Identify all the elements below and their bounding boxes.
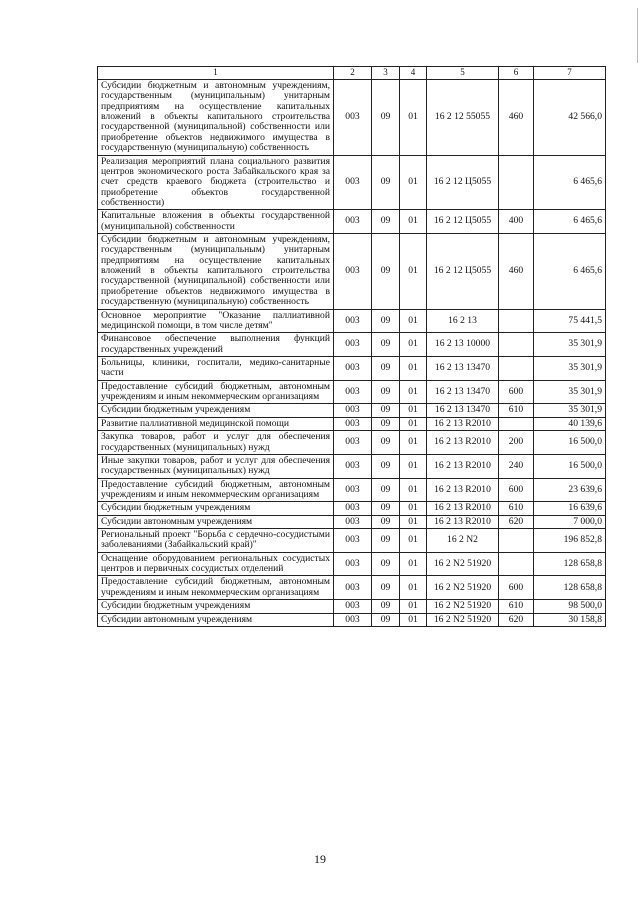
expense-type-cell: 600 — [499, 576, 534, 600]
expense-type-cell: 460 — [499, 80, 534, 156]
subsection-code-cell: 01 — [400, 478, 427, 502]
target-article-cell: 16 2 12 Ц5055 — [427, 155, 499, 210]
column-header: 4 — [400, 67, 427, 80]
table-row — [98, 600, 606, 613]
subsection-code-cell: 01 — [400, 210, 427, 234]
target-article-cell: 16 2 N2 51920 — [427, 552, 499, 576]
section-code-cell: 09 — [372, 454, 400, 478]
column-header: 5 — [427, 67, 499, 80]
subsection-code-cell: 01 — [400, 552, 427, 576]
section-code-cell: 09 — [372, 600, 400, 613]
subsection-code-cell: 01 — [400, 600, 427, 613]
target-article-cell: 16 2 13 R2010 — [427, 515, 499, 528]
row-name-cell: Предоставление субсидий бюджетным, автономным учреждениям и иным некоммерческим организациям — [98, 380, 334, 404]
section-code-cell: 09 — [372, 417, 400, 430]
amount-cell: 35 301,9 — [534, 356, 606, 380]
ministry-code-cell: 003 — [334, 333, 372, 357]
target-article-cell: 16 2 13 R2010 — [427, 478, 499, 502]
amount-cell: 7 000,0 — [534, 515, 606, 528]
amount-cell: 196 852,8 — [534, 529, 606, 553]
row-name-cell: Развитие паллиативной медицинской помощи — [98, 417, 334, 430]
row-name-cell: Реализация мероприятий плана социального развития центров экономического роста Забайкальского края за счет средств краевого бюджета (строительство и приобретение объектов государственной собственности) — [98, 155, 334, 210]
ministry-code-cell: 003 — [334, 210, 372, 234]
expense-type-cell — [499, 309, 534, 333]
amount-cell: 6 465,6 — [534, 155, 606, 210]
expense-type-cell: 610 — [499, 502, 534, 515]
column-header: 3 — [372, 67, 400, 80]
subsection-code-cell: 01 — [400, 431, 427, 455]
section-code-cell: 09 — [372, 380, 400, 404]
ministry-code-cell: 003 — [334, 454, 372, 478]
table-row — [98, 431, 606, 455]
ministry-code-cell: 003 — [334, 155, 372, 210]
row-name-cell: Субсидии бюджетным и автономным учреждениям, государственным (муниципальным) унитарным предприятиям на осуществление капитальных вложений в объекты капитального строительства государственной (муниципальной) собственности или приобретение объектов недвижимого имущества в государственную (муниципальную) собственность — [98, 80, 334, 156]
section-code-cell: 09 — [372, 80, 400, 156]
table-row — [98, 380, 606, 404]
ministry-code-cell: 003 — [334, 431, 372, 455]
ministry-code-cell: 003 — [334, 515, 372, 528]
table-row — [98, 576, 606, 600]
row-name-cell: Иные закупки товаров, работ и услуг для обеспечения государственных (муниципальных) нужд — [98, 454, 334, 478]
ministry-code-cell: 003 — [334, 309, 372, 333]
ministry-code-cell: 003 — [334, 234, 372, 310]
target-article-cell: 16 2 12 Ц5055 — [427, 234, 499, 310]
table-row — [98, 502, 606, 515]
row-name-cell: Закупка товаров, работ и услуг для обеспечения государственных (муниципальных) нужд — [98, 431, 334, 455]
amount-cell: 128 658,8 — [534, 576, 606, 600]
expense-type-cell — [499, 529, 534, 553]
amount-cell: 30 158,8 — [534, 613, 606, 626]
subsection-code-cell: 01 — [400, 333, 427, 357]
section-code-cell: 09 — [372, 210, 400, 234]
target-article-cell: 16 2 13 13470 — [427, 356, 499, 380]
table-body — [98, 80, 606, 627]
amount-cell: 16 500,0 — [534, 454, 606, 478]
amount-cell: 98 500,0 — [534, 600, 606, 613]
subsection-code-cell: 01 — [400, 356, 427, 380]
table-row — [98, 417, 606, 430]
expense-type-cell: 240 — [499, 454, 534, 478]
ministry-code-cell: 003 — [334, 600, 372, 613]
section-code-cell: 09 — [372, 155, 400, 210]
subsection-code-cell: 01 — [400, 80, 427, 156]
expense-type-cell: 620 — [499, 515, 534, 528]
table-row — [98, 356, 606, 380]
ministry-code-cell: 003 — [334, 380, 372, 404]
row-name-cell: Финансовое обеспечение выполнения функций государственных учреждений — [98, 333, 334, 357]
subsection-code-cell: 01 — [400, 380, 427, 404]
subsection-code-cell: 01 — [400, 502, 427, 515]
amount-cell: 16 500,0 — [534, 431, 606, 455]
amount-cell: 6 465,6 — [534, 210, 606, 234]
expense-type-cell: 610 — [499, 404, 534, 417]
target-article-cell: 16 2 N2 51920 — [427, 600, 499, 613]
ministry-code-cell: 003 — [334, 576, 372, 600]
target-article-cell: 16 2 12 Ц5055 — [427, 210, 499, 234]
amount-cell: 16 639,6 — [534, 502, 606, 515]
budget-table — [97, 66, 606, 627]
amount-cell: 75 441,5 — [534, 309, 606, 333]
row-name-cell: Основное мероприятие "Оказание паллиативной медицинской помощи, в том числе детям" — [98, 309, 334, 333]
ministry-code-cell: 003 — [334, 502, 372, 515]
table-row — [98, 404, 606, 417]
target-article-cell: 16 2 12 55055 — [427, 80, 499, 156]
column-header: 7 — [534, 67, 606, 80]
section-code-cell: 09 — [372, 431, 400, 455]
amount-cell: 35 301,9 — [534, 404, 606, 417]
expense-type-cell: 620 — [499, 613, 534, 626]
section-code-cell: 09 — [372, 613, 400, 626]
row-name-cell: Субсидии бюджетным учреждениям — [98, 404, 334, 417]
amount-cell: 6 465,6 — [534, 234, 606, 310]
target-article-cell: 16 2 13 — [427, 309, 499, 333]
target-article-cell: 16 2 13 10000 — [427, 333, 499, 357]
table-row — [98, 454, 606, 478]
expense-type-cell — [499, 552, 534, 576]
target-article-cell: 16 2 13 13470 — [427, 404, 499, 417]
table-row — [98, 234, 606, 310]
target-article-cell: 16 2 N2 — [427, 529, 499, 553]
expense-type-cell: 460 — [499, 234, 534, 310]
table-row — [98, 478, 606, 502]
amount-cell: 23 639,6 — [534, 478, 606, 502]
subsection-code-cell: 01 — [400, 417, 427, 430]
row-name-cell: Субсидии автономным учреждениям — [98, 515, 334, 528]
column-header: 2 — [334, 67, 372, 80]
subsection-code-cell: 01 — [400, 515, 427, 528]
table-row — [98, 552, 606, 576]
amount-cell: 35 301,9 — [534, 333, 606, 357]
section-code-cell: 09 — [372, 478, 400, 502]
amount-cell: 40 139,6 — [534, 417, 606, 430]
table-row — [98, 515, 606, 528]
row-name-cell: Субсидии бюджетным учреждениям — [98, 600, 334, 613]
table-row — [98, 155, 606, 210]
table-row — [98, 309, 606, 333]
section-code-cell: 09 — [372, 333, 400, 357]
ministry-code-cell: 003 — [334, 613, 372, 626]
scan-edge-mark — [637, 8, 638, 63]
amount-cell: 35 301,9 — [534, 380, 606, 404]
expense-type-cell — [499, 155, 534, 210]
target-article-cell: 16 2 13 13470 — [427, 380, 499, 404]
subsection-code-cell: 01 — [400, 576, 427, 600]
expense-type-cell: 610 — [499, 600, 534, 613]
ministry-code-cell: 003 — [334, 529, 372, 553]
target-article-cell: 16 2 13 R2010 — [427, 431, 499, 455]
section-code-cell: 09 — [372, 502, 400, 515]
column-header: 6 — [499, 67, 534, 80]
table-row — [98, 210, 606, 234]
table-row — [98, 529, 606, 553]
expense-type-cell: 600 — [499, 380, 534, 404]
row-name-cell: Предоставление субсидий бюджетным, автономным учреждениям и иным некоммерческим организациям — [98, 478, 334, 502]
table-row — [98, 80, 606, 156]
section-code-cell: 09 — [372, 234, 400, 310]
expense-type-cell: 400 — [499, 210, 534, 234]
target-article-cell: 16 2 N2 51920 — [427, 576, 499, 600]
target-article-cell: 16 2 13 R2010 — [427, 502, 499, 515]
expense-type-cell — [499, 333, 534, 357]
target-article-cell: 16 2 13 R2010 — [427, 417, 499, 430]
subsection-code-cell: 01 — [400, 234, 427, 310]
row-name-cell: Предоставление субсидий бюджетным, автономным учреждениям и иным некоммерческим организациям — [98, 576, 334, 600]
ministry-code-cell: 003 — [334, 478, 372, 502]
subsection-code-cell: 01 — [400, 404, 427, 417]
subsection-code-cell: 01 — [400, 529, 427, 553]
subsection-code-cell: 01 — [400, 155, 427, 210]
row-name-cell: Капитальные вложения в объекты государственной (муниципальной) собственности — [98, 210, 334, 234]
section-code-cell: 09 — [372, 404, 400, 417]
subsection-code-cell: 01 — [400, 309, 427, 333]
section-code-cell: 09 — [372, 309, 400, 333]
target-article-cell: 16 2 13 R2010 — [427, 454, 499, 478]
section-code-cell: 09 — [372, 552, 400, 576]
amount-cell: 128 658,8 — [534, 552, 606, 576]
section-code-cell: 09 — [372, 576, 400, 600]
expense-type-cell — [499, 417, 534, 430]
page-number: 19 — [314, 852, 326, 866]
row-name-cell: Субсидии бюджетным учреждениям — [98, 502, 334, 515]
row-name-cell: Субсидии автономным учреждениям — [98, 613, 334, 626]
column-header: 1 — [98, 67, 334, 80]
subsection-code-cell: 01 — [400, 613, 427, 626]
section-code-cell: 09 — [372, 356, 400, 380]
row-name-cell: Региональный проект "Борьба с сердечно-сосудистыми заболеваниями (Забайкальский край)" — [98, 529, 334, 553]
row-name-cell: Оснащение оборудованием региональных сосудистых центров и первичных сосудистых отделений — [98, 552, 334, 576]
expense-type-cell: 600 — [499, 478, 534, 502]
section-code-cell: 09 — [372, 515, 400, 528]
ministry-code-cell: 003 — [334, 356, 372, 380]
amount-cell: 42 566,0 — [534, 80, 606, 156]
table-row — [98, 333, 606, 357]
ministry-code-cell: 003 — [334, 552, 372, 576]
expense-type-cell — [499, 356, 534, 380]
table-header-row — [98, 67, 606, 80]
row-name-cell: Субсидии бюджетным и автономным учреждениям, государственным (муниципальным) унитарным предприятиям на осуществление капитальных вложений в объекты капитального строительства государственной (муниципальной) собственности или приобретение объектов недвижимого имущества в государственную (муниципальную) собственность — [98, 234, 334, 310]
table-row — [98, 613, 606, 626]
row-name-cell: Больницы, клиники, госпитали, медико-санитарные части — [98, 356, 334, 380]
target-article-cell: 16 2 N2 51920 — [427, 613, 499, 626]
ministry-code-cell: 003 — [334, 80, 372, 156]
ministry-code-cell: 003 — [334, 404, 372, 417]
expense-type-cell: 200 — [499, 431, 534, 455]
ministry-code-cell: 003 — [334, 417, 372, 430]
subsection-code-cell: 01 — [400, 454, 427, 478]
section-code-cell: 09 — [372, 529, 400, 553]
